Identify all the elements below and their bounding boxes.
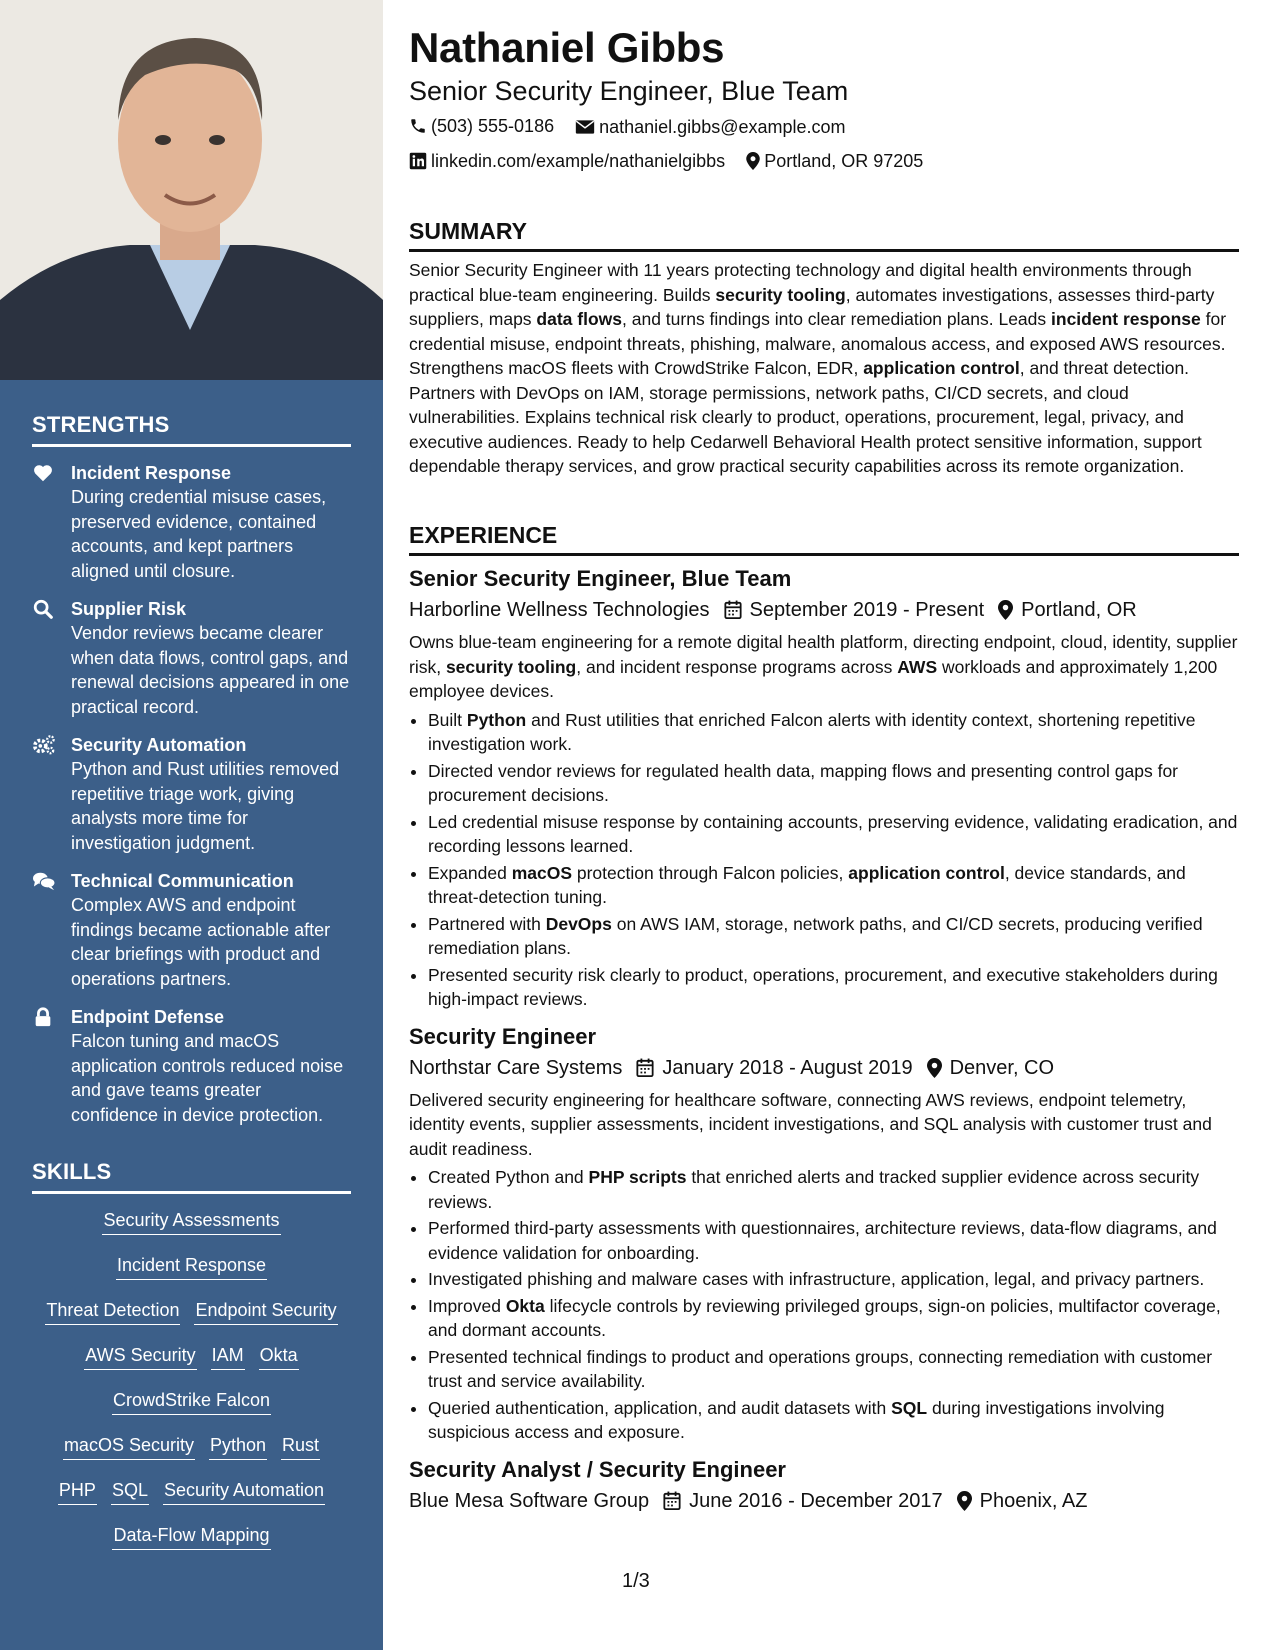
- strength-title: Endpoint Defense: [71, 1007, 225, 1027]
- strength-title: Security Automation: [71, 735, 247, 755]
- skill-tag: Okta: [259, 1343, 299, 1370]
- job-dates: June 2016 - December 2017: [663, 1485, 943, 1517]
- job-entry: [409, 1455, 1239, 1517]
- job-location: Denver, CO: [927, 1052, 1054, 1084]
- bullet-item: • Built Python and Rust utilities that enriched Falcon alerts with identity context, shortening repetitive investigation work.: [428, 708, 1239, 757]
- bullet-item: • Expanded macOS protection through Falcon policies, application control, device standards, and threat-detection tuning.: [428, 861, 1239, 910]
- map-marker-icon: [927, 1058, 942, 1078]
- calendar-icon: [636, 1058, 654, 1078]
- skill-tag: AWS Security: [84, 1343, 196, 1370]
- bullet-item: • Partnered with DevOps on AWS IAM, storage, network paths, and CI/CD secrets, producing verified remediation plans.: [428, 912, 1239, 961]
- phone-number: (503) 555-0186: [431, 116, 555, 136]
- main-content: [409, 22, 1239, 1512]
- skill-tag: PHP: [58, 1478, 97, 1505]
- phone-icon: [409, 117, 427, 135]
- phone-contact: [409, 110, 554, 142]
- skills-section: [32, 1159, 351, 1566]
- strength-description: Complex AWS and endpoint findings became actionable after clear briefings with product and operations partners.: [71, 895, 331, 989]
- lock-icon: [32, 1006, 54, 1028]
- candidate-name: Nathaniel Gibbs: [409, 24, 725, 71]
- strength-item: [32, 597, 351, 719]
- experience-section: [409, 522, 1239, 1517]
- location-contact: [746, 145, 923, 177]
- experience-heading: EXPERIENCE: [409, 522, 1239, 556]
- job-location: Portland, OR: [998, 594, 1137, 626]
- skill-tag: IAM: [211, 1343, 245, 1370]
- skill-tag: Incident Response: [116, 1253, 267, 1280]
- search-icon: [32, 598, 54, 620]
- bullet-item: • Created Python and PHP scripts that enriched alerts and tracked supplier evidence across security reviews.: [428, 1165, 1239, 1214]
- skill-tag: Security Automation: [163, 1478, 325, 1505]
- job-title: Security Analyst / Security Engineer: [409, 1456, 786, 1482]
- strength-description: Vendor reviews became clearer when data flows, control gaps, and renewal decisions appeared in one practical record.: [71, 623, 350, 717]
- company-name: Harborline Wellness Technologies: [409, 599, 710, 621]
- email-contact[interactable]: [575, 111, 845, 143]
- strength-item: [32, 869, 351, 991]
- contact-row-2: [409, 145, 1239, 180]
- profile-photo: [0, 0, 383, 380]
- strengths-heading: STRENGTHS: [32, 412, 351, 447]
- job-meta: [409, 1052, 1239, 1084]
- job-location: Phoenix, AZ: [957, 1485, 1088, 1517]
- job-bullets: [409, 708, 1239, 1012]
- job-intro: Delivered security engineering for healthcare software, connecting AWS reviews, endpoint telemetry, identity events, supplier assessments, incident investigations, and SQL analysis with customer trust and audit readiness.: [409, 1089, 1212, 1159]
- strength-title: Incident Response: [71, 463, 232, 483]
- calendar-icon: [663, 1491, 681, 1511]
- skills-list: [32, 1206, 351, 1566]
- bullet-item: • Performed third-party assessments with questionnaires, architecture reviews, data-flow diagrams, and evidence validation for onboarding.: [428, 1216, 1239, 1265]
- comments-icon: [32, 870, 54, 892]
- skill-tag: Python: [209, 1433, 267, 1460]
- skill-tag: macOS Security: [63, 1433, 195, 1460]
- bullet-item: • Presented security risk clearly to product, operations, procurement, and executive stakeholders during high-impact reviews.: [428, 963, 1239, 1012]
- skill-tag: Endpoint Security: [194, 1298, 337, 1325]
- skills-heading: SKILLS: [32, 1159, 351, 1194]
- bullet-item: • Directed vendor reviews for regulated health data, mapping flows and presenting control gaps for procurement decisions.: [428, 759, 1239, 808]
- summary-section: [409, 218, 1239, 479]
- job-dates: January 2018 - August 2019: [636, 1052, 912, 1084]
- job-meta: [409, 594, 1239, 626]
- map-marker-icon: [957, 1491, 972, 1511]
- bullet-item: • Queried authentication, application, and audit datasets with SQL during investigations involving suspicious access and exposure.: [428, 1396, 1239, 1445]
- sidebar: [0, 0, 383, 1650]
- linkedin-contact[interactable]: [409, 145, 725, 177]
- location-text: Portland, OR 97205: [764, 151, 924, 171]
- strength-description: During credential misuse cases, preserved evidence, contained accounts, and kept partners aligned until closure.: [71, 487, 327, 581]
- strengths-section: [32, 412, 351, 1127]
- strength-title: Supplier Risk: [71, 599, 187, 619]
- skill-tag: SQL: [111, 1478, 149, 1505]
- company-name: Northstar Care Systems: [409, 1056, 623, 1079]
- job-entry: [409, 1022, 1239, 1445]
- job-title: Security Engineer: [409, 1023, 597, 1049]
- bullet-item: • Investigated phishing and malware cases with infrastructure, application, legal, and privacy partners.: [428, 1267, 1239, 1292]
- skill-tag: Threat Detection: [45, 1298, 180, 1325]
- email-address[interactable]: nathaniel.gibbs@example.com: [599, 117, 846, 137]
- summary-heading: SUMMARY: [409, 218, 1239, 252]
- strength-description: Python and Rust utilities removed repetitive triage work, giving analysts more time for investigation judgment.: [71, 759, 340, 853]
- bullet-item: • Led credential misuse response by containing accounts, preserving evidence, validating eradication, and recording lessons learned.: [428, 810, 1239, 859]
- heart-icon: [32, 462, 54, 484]
- gears-icon: [32, 734, 54, 756]
- job-dates: September 2019 - Present: [724, 594, 985, 626]
- company-name: Blue Mesa Software Group: [409, 1489, 650, 1512]
- strength-item: [32, 1005, 351, 1127]
- strength-description: Falcon tuning and macOS application controls reduced noise and gave teams greater confidence in device protection.: [71, 1031, 344, 1125]
- linkedin-url[interactable]: linkedin.com/example/nathanielgibbs: [431, 151, 726, 171]
- summary-text: Senior Security Engineer with 11 years protecting technology and digital health environments through practical blue-team engineering. Builds security tooling, automates investigations, assesses third-party suppliers, maps data flows, and turns findings into clear remediation plans. Leads incident response for credential misuse, endpoint threats, phishing, malware, anomalous access, and exposed AWS resources. Strengthens macOS fleets with CrowdStrike Falcon, EDR, application control, and threat detection. Partners with DevOps on IAM, storage permissions, network paths, CI/CD secrets, and cloud vulnerabilities. Explains technical risk clearly to product, operations, procurement, legal, privacy, and executive audiences. Ready to help Cedarwell Behavioral Health protect sensitive information, support dependable therapy services, and grow practical security capabilities across its remote organization.: [409, 260, 1227, 476]
- map-marker-icon: [746, 152, 760, 170]
- job-bullets: [409, 1165, 1239, 1445]
- map-marker-icon: [998, 600, 1013, 620]
- skill-tag: CrowdStrike Falcon: [112, 1388, 271, 1415]
- page-number: 1/3: [622, 1570, 650, 1592]
- envelope-icon: [575, 119, 595, 135]
- linkedin-icon: [409, 152, 427, 170]
- job-meta: [409, 1485, 1239, 1517]
- skill-tag: Data-Flow Mapping: [112, 1523, 270, 1550]
- bullet-item: • Presented technical findings to product and operations groups, connecting remediation with customer trust and service availability.: [428, 1345, 1239, 1394]
- calendar-icon: [724, 600, 742, 620]
- job-title: Senior Security Engineer, Blue Team: [409, 566, 792, 591]
- strength-item: [32, 733, 351, 855]
- strength-title: Technical Communication: [71, 871, 294, 891]
- strength-item: [32, 461, 351, 583]
- skill-tag: Rust: [281, 1433, 320, 1460]
- skill-tag: Security Assessments: [102, 1208, 280, 1235]
- job-intro: Owns blue-team engineering for a remote digital health platform, directing endpoint, cloud, identity, supplier risk, security tooling, and incident response programs across AWS workloads and approximately 1,200 employee devices.: [409, 632, 1238, 701]
- candidate-title: Senior Security Engineer, Blue Team: [409, 76, 849, 106]
- contact-row: [409, 110, 1239, 145]
- bullet-item: • Improved Okta lifecycle controls by reviewing privileged groups, sign-on policies, multifactor coverage, and dormant accounts.: [428, 1294, 1239, 1343]
- job-entry: [409, 564, 1239, 1012]
